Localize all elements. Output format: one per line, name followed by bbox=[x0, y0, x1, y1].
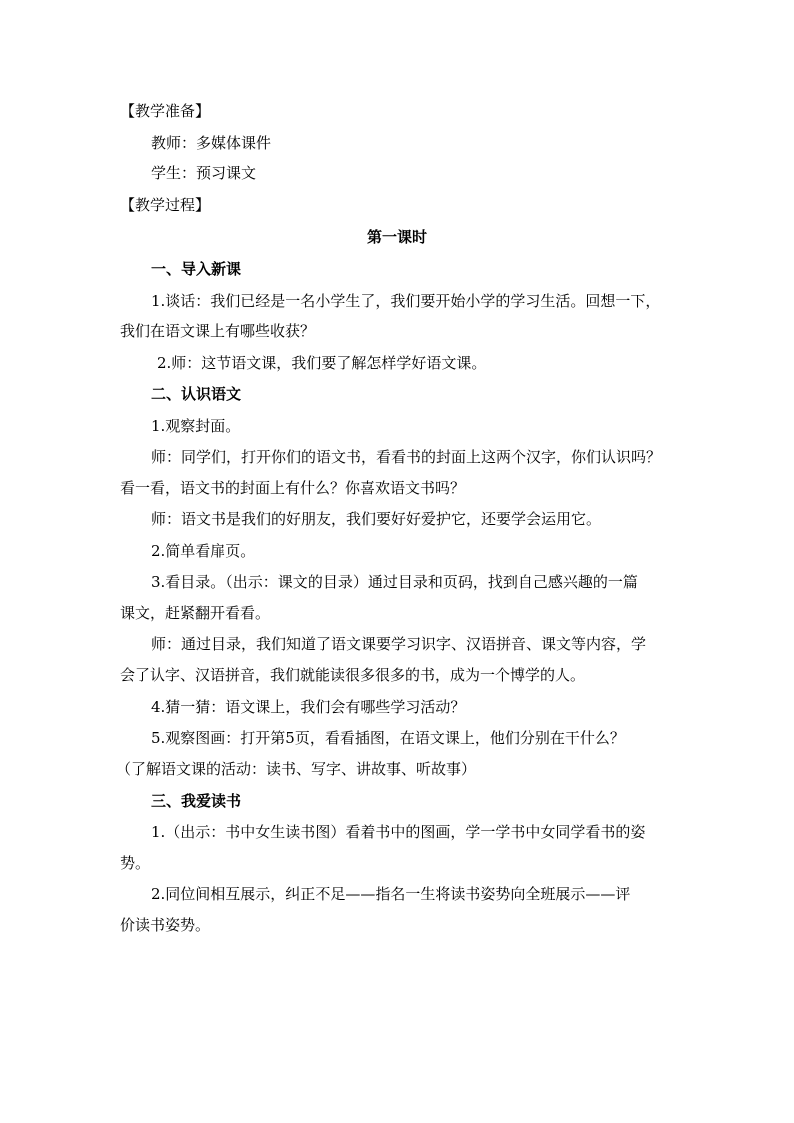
section-heading-preparation: 【教学准备】 bbox=[120, 102, 211, 120]
heading-know-chinese: 二、认识语文 bbox=[151, 385, 242, 403]
lesson-title: 第一课时 bbox=[366, 228, 427, 246]
section-heading-process: 【教学过程】 bbox=[120, 196, 211, 214]
student-prep-line: 学生：预习课文 bbox=[151, 164, 257, 182]
paragraph-line: 课文，赶紧翻开看看。 bbox=[120, 604, 271, 622]
paragraph-line: 2.师：这节语文课，我们要了解怎样学好语文课。 bbox=[157, 354, 487, 372]
paragraph-line: 2.简单看扉页。 bbox=[151, 542, 256, 560]
paragraph-line: 5.观察图画：打开第5页，看看插图，在语文课上，他们分别在干什么？ bbox=[151, 729, 625, 747]
heading-introduction: 一、导入新课 bbox=[151, 260, 242, 278]
heading-love-reading: 三、我爱读书 bbox=[151, 792, 242, 810]
paragraph-line: 4.猜一猜：语文课上，我们会有哪些学习活动？ bbox=[151, 698, 466, 716]
teacher-prep-line: 教师：多媒体课件 bbox=[151, 134, 272, 152]
paragraph-line: 师：同学们，打开你们的语文书，看看书的封面上这两个汉字，你们认识吗？ bbox=[151, 448, 662, 466]
paragraph-line: 师：通过目录，我们知道了语文课要学习识字、汉语拼音、课文等内容，学 bbox=[151, 635, 647, 653]
paragraph-line: 会了认字、汉语拼音，我们就能读很多很多的书，成为一个博学的人。 bbox=[120, 666, 586, 684]
paragraph-line: 1.（出示：书中女生读书图）看着书中的图画，学一学书中女同学看书的姿 bbox=[151, 823, 646, 841]
paragraph-line: 2.同位间相互展示，纠正不足——指名一生将读书姿势向全班展示——评 bbox=[151, 885, 631, 903]
paragraph-line: （了解语文课的活动：读书、写字、讲故事、听故事） bbox=[116, 760, 477, 778]
paragraph-line: 3.看目录。（出示：课文的目录）通过目录和页码，找到自己感兴趣的一篇 bbox=[151, 573, 638, 591]
paragraph-line: 1.谈话：我们已经是一名小学生了，我们要开始小学的学习生活。回想一下， bbox=[151, 292, 661, 310]
paragraph-line: 势。 bbox=[120, 854, 151, 872]
paragraph-line: 师：语文书是我们的好朋友，我们要好好爱护它，还要学会运用它。 bbox=[151, 510, 602, 528]
paragraph-line: 看一看，语文书的封面上有什么？你喜欢语文书吗？ bbox=[120, 479, 466, 497]
paragraph-line: 1.观察封面。 bbox=[151, 417, 241, 435]
paragraph-line: 我们在语文课上有哪些收获？ bbox=[120, 322, 316, 340]
paragraph-line: 价读书姿势。 bbox=[120, 916, 211, 934]
